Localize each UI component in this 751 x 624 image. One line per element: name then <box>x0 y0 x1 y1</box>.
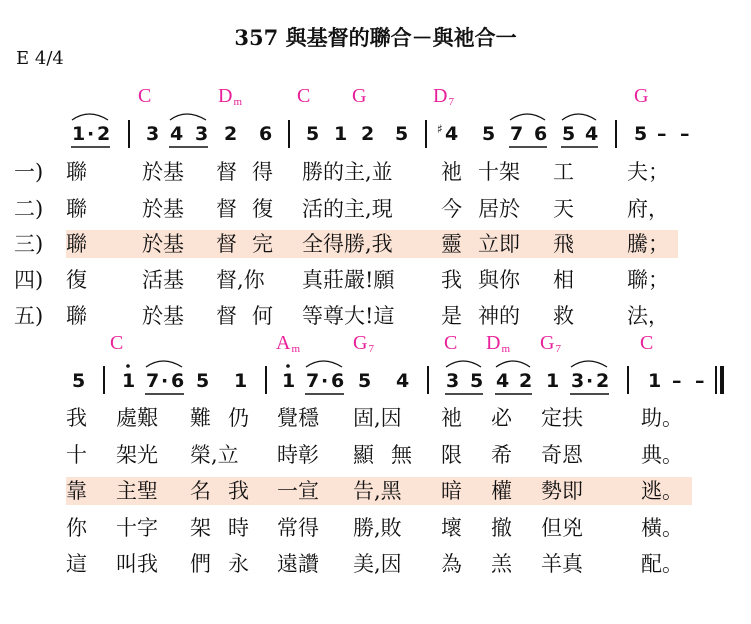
chord: $D_m$ <box>218 85 243 108</box>
note: 4 <box>170 123 184 145</box>
note-dot: · <box>87 123 95 145</box>
lyric-syllable: 活的主,現 <box>302 197 393 221</box>
lyric-syllable: 叫我 <box>116 552 158 576</box>
lyric-syllable: 於基 <box>142 304 184 328</box>
note: 1 <box>72 123 86 145</box>
note: 4 <box>496 370 510 392</box>
chord: C <box>297 85 311 107</box>
chord: $G_7$ <box>353 332 374 355</box>
lyric-syllable: 聯 <box>66 160 87 184</box>
slur <box>562 114 596 120</box>
lyric-syllable: 騰； <box>627 232 669 256</box>
lyric-syllable: 靠 <box>66 479 87 503</box>
note: 5 <box>72 370 86 392</box>
note: 3 <box>446 370 460 392</box>
lyric-syllable: 撤 <box>491 516 512 540</box>
lyric-syllable: 今 <box>441 197 462 221</box>
lyric-syllable: 與你 <box>478 268 520 292</box>
lyric-syllable: 常得 <box>277 516 319 540</box>
slur <box>306 361 342 367</box>
lyric-syllable: 處艱 <box>116 406 158 430</box>
note: 5 <box>358 370 372 392</box>
note: 4 <box>445 123 459 145</box>
slur <box>170 114 206 120</box>
lyric-syllable: 十字 <box>116 516 158 540</box>
lyric-syllable: 復 <box>66 268 87 292</box>
lyric-syllable: 難 <box>190 406 211 430</box>
lyric-syllable: 希 <box>491 443 512 467</box>
lyric-syllable: 顯 <box>353 443 374 467</box>
note: 6 <box>259 123 273 145</box>
lyric-syllable: 壞 <box>441 516 462 540</box>
lyric-syllable: 何 <box>252 304 273 328</box>
lyric-syllable: 十架 <box>478 160 520 184</box>
lyric-syllable: 督 <box>216 160 237 184</box>
note: 7 <box>510 123 524 145</box>
chord: $G_7$ <box>540 332 561 355</box>
chord: C <box>640 332 654 354</box>
lyric-syllable: 是 <box>441 304 462 328</box>
lyric-syllable: 全得勝,我 <box>302 232 393 256</box>
note: 5 <box>482 123 496 145</box>
lyric-syllable: 們 <box>190 552 211 576</box>
lyric-syllable: 我 <box>66 406 87 430</box>
lyric-syllable: 聯 <box>66 232 87 256</box>
note: 1 <box>648 370 662 392</box>
lyric-syllable: 限 <box>441 443 462 467</box>
lyric-syllable: 仍 <box>228 406 249 430</box>
lyric-syllable: 祂 <box>441 406 462 430</box>
lyric-syllable: 名 <box>190 479 211 503</box>
note: 1 <box>334 123 348 145</box>
chord: G <box>352 85 367 107</box>
lyric-syllable: 典。 <box>641 443 683 467</box>
lyric-syllable: 勝,敗 <box>353 516 402 540</box>
lyric-syllable: 架光 <box>116 443 158 467</box>
lyric-syllable: 勢即 <box>541 479 583 503</box>
note-dot: · <box>321 370 329 392</box>
slur <box>571 361 607 367</box>
lyric-syllable: 暗 <box>441 479 462 503</box>
chord: $D_m$ <box>486 332 511 355</box>
lyric-syllable: 必 <box>491 406 512 430</box>
slur <box>146 361 182 367</box>
lyric-syllable: 權 <box>491 479 512 503</box>
note: 5 <box>634 123 648 145</box>
note: 4 <box>585 123 599 145</box>
lyric-syllable: 靈 <box>441 232 462 256</box>
lyric-syllable: 完 <box>252 232 273 256</box>
lyric-syllable: 一宣 <box>277 479 319 503</box>
note: 7 <box>306 370 320 392</box>
lyric-syllable: 告,黑 <box>353 479 402 503</box>
note: 5 <box>395 123 409 145</box>
lyric-syllable: 榮,立 <box>190 443 239 467</box>
note: 5 <box>562 123 576 145</box>
lyric-syllable: 十 <box>66 443 87 467</box>
sharp-sign: ♯ <box>437 122 443 136</box>
note: 6 <box>331 370 345 392</box>
octave-dot <box>126 364 130 368</box>
chord: $A_m$ <box>276 332 301 355</box>
note: 1 <box>282 370 296 392</box>
slur <box>72 114 108 120</box>
lyric-syllable: 真莊嚴!願 <box>302 268 395 292</box>
note: 7 <box>146 370 160 392</box>
lyric-syllable: 遠讚 <box>277 552 319 576</box>
lyric-syllable: 聯 <box>66 197 87 221</box>
note: 3 <box>571 370 585 392</box>
lyric-syllable: 時彰 <box>277 443 319 467</box>
dash: – <box>672 370 682 392</box>
lyric-syllable: 復 <box>252 197 273 221</box>
note: 1 <box>546 370 560 392</box>
lyric-syllable: 祂 <box>441 160 462 184</box>
lyric-syllable: 羔 <box>491 552 512 576</box>
dash: – <box>695 370 705 392</box>
octave-dot <box>286 364 290 368</box>
lyric-syllable: 於基 <box>142 197 184 221</box>
note: 2 <box>519 370 533 392</box>
slur <box>446 361 481 367</box>
note: 1 <box>122 370 136 392</box>
note: 5 <box>470 370 484 392</box>
lyric-syllable: 府， <box>627 197 669 221</box>
dash: – <box>657 123 667 145</box>
verse-label: 一) <box>14 160 44 184</box>
lyric-syllable: 逃。 <box>641 479 683 503</box>
note: 2 <box>361 123 375 145</box>
lyric-syllable: 相 <box>553 268 574 292</box>
note-dot: · <box>586 370 594 392</box>
lyric-syllable: 美,因 <box>353 552 402 576</box>
verse-label: 三) <box>14 232 44 256</box>
slur <box>510 114 545 120</box>
note: 2 <box>97 123 111 145</box>
lyric-syllable: 天 <box>553 197 574 221</box>
lyric-syllable: 飛 <box>553 232 574 256</box>
lyric-syllable: 你 <box>66 516 87 540</box>
lyric-syllable: 無 <box>391 443 412 467</box>
page-title: 357 與基督的聯合－與祂合一 <box>234 25 517 50</box>
lyric-syllable: 固,因 <box>353 406 402 430</box>
lyric-syllable: 勝的主,並 <box>302 160 393 184</box>
lyric-syllable: 督,你 <box>216 268 265 292</box>
note: 1 <box>234 370 248 392</box>
note-dot: · <box>161 370 169 392</box>
verse-label: 二) <box>14 197 44 221</box>
lyric-syllable: 居於 <box>478 197 520 221</box>
note: 6 <box>534 123 548 145</box>
lyric-syllable: 得 <box>252 160 273 184</box>
lyric-syllable: 但兇 <box>541 516 583 540</box>
lyric-syllable: 這 <box>66 552 87 576</box>
chord: $D_7$ <box>433 85 454 108</box>
chord: C <box>138 85 152 107</box>
key-signature: E 4/4 <box>16 48 64 69</box>
lyric-syllable: 等尊大!這 <box>302 304 395 328</box>
lyric-syllable: 時 <box>228 516 249 540</box>
lyric-syllable: 活基 <box>142 268 184 292</box>
lyric-syllable: 永 <box>228 552 249 576</box>
lyric-syllable: 為 <box>441 552 462 576</box>
lyric-syllable: 橫。 <box>641 516 683 540</box>
lyric-syllable: 我 <box>441 268 462 292</box>
lyric-syllable: 救 <box>553 304 574 328</box>
lyric-syllable: 架 <box>190 516 211 540</box>
note: 2 <box>224 123 238 145</box>
lyric-syllable: 督 <box>216 304 237 328</box>
chord: C <box>110 332 124 354</box>
lyric-syllable: 配。 <box>641 552 683 576</box>
lyric-syllable: 工 <box>553 160 574 184</box>
lyric-syllable: 夫； <box>627 160 669 184</box>
lyric-syllable: 羊真 <box>541 552 583 576</box>
verse-label: 五) <box>14 304 44 328</box>
lyric-syllable: 於基 <box>142 232 184 256</box>
dash: – <box>680 123 690 145</box>
lyric-syllable: 主聖 <box>116 479 158 503</box>
chord: C <box>444 332 458 354</box>
lyric-syllable: 督 <box>216 197 237 221</box>
slur <box>496 361 530 367</box>
lyric-syllable: 於基 <box>142 160 184 184</box>
note: 4 <box>396 370 410 392</box>
lyric-syllable: 立即 <box>478 232 520 256</box>
lyric-syllable: 神的 <box>478 304 520 328</box>
note: 5 <box>196 370 210 392</box>
note: 2 <box>596 370 610 392</box>
note: 5 <box>306 123 320 145</box>
note: 6 <box>171 370 185 392</box>
lyric-syllable: 奇恩 <box>541 443 583 467</box>
verse-label: 四) <box>14 268 44 292</box>
lyric-syllable: 法， <box>627 304 669 328</box>
note: 3 <box>146 123 160 145</box>
chord: G <box>634 85 649 107</box>
lyric-syllable: 督 <box>216 232 237 256</box>
lyric-syllable: 聯 <box>66 304 87 328</box>
lyric-syllable: 助。 <box>641 406 683 430</box>
lyric-syllable: 聯； <box>627 268 669 292</box>
lyric-syllable: 覺穩 <box>277 406 319 430</box>
note: 3 <box>195 123 209 145</box>
lyric-syllable: 我 <box>228 479 249 503</box>
lyric-syllable: 定扶 <box>541 406 583 430</box>
